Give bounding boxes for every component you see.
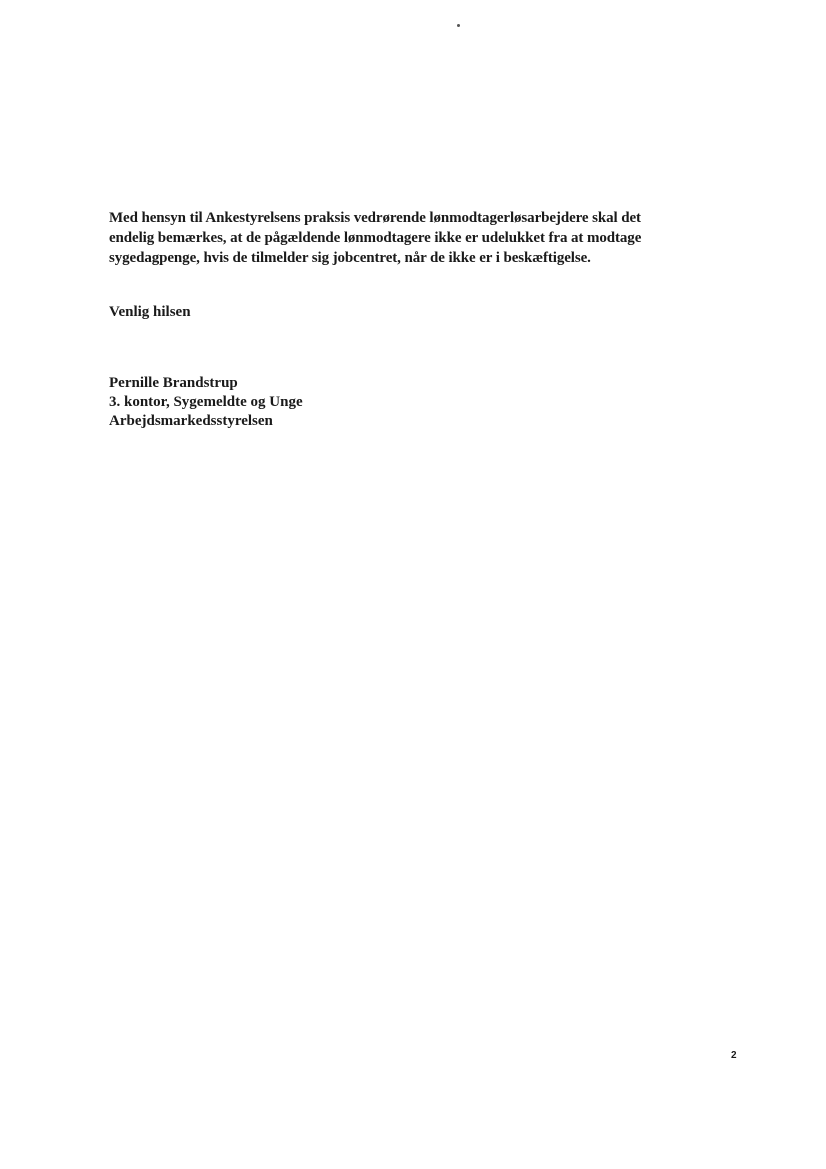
paragraph-line: Med hensyn til Ankestyrelsens praksis vedrørende lønmodtagerløsarbejdere skal det (109, 210, 641, 226)
body-paragraph (109, 208, 649, 268)
page-number: 2 (731, 1050, 737, 1061)
signer-organization: Arbejdsmarkedsstyrelsen (109, 413, 273, 429)
signer-department: 3. kontor, Sygemeldte og Unge (109, 394, 303, 410)
paragraph-line: endelig bemærkes, at de pågældende lønmodtagere ikke er udelukket fra at modtage (109, 230, 642, 246)
scan-speck (457, 24, 460, 27)
paragraph-line: sygedagpenge, hvis de tilmelder sig jobcentret, når de ikke er i beskæftigelse. (109, 250, 591, 266)
signer-name: Pernille Brandstrup (109, 375, 238, 391)
closing-salutation: Venlig hilsen (109, 304, 191, 320)
signature-block (109, 374, 303, 431)
